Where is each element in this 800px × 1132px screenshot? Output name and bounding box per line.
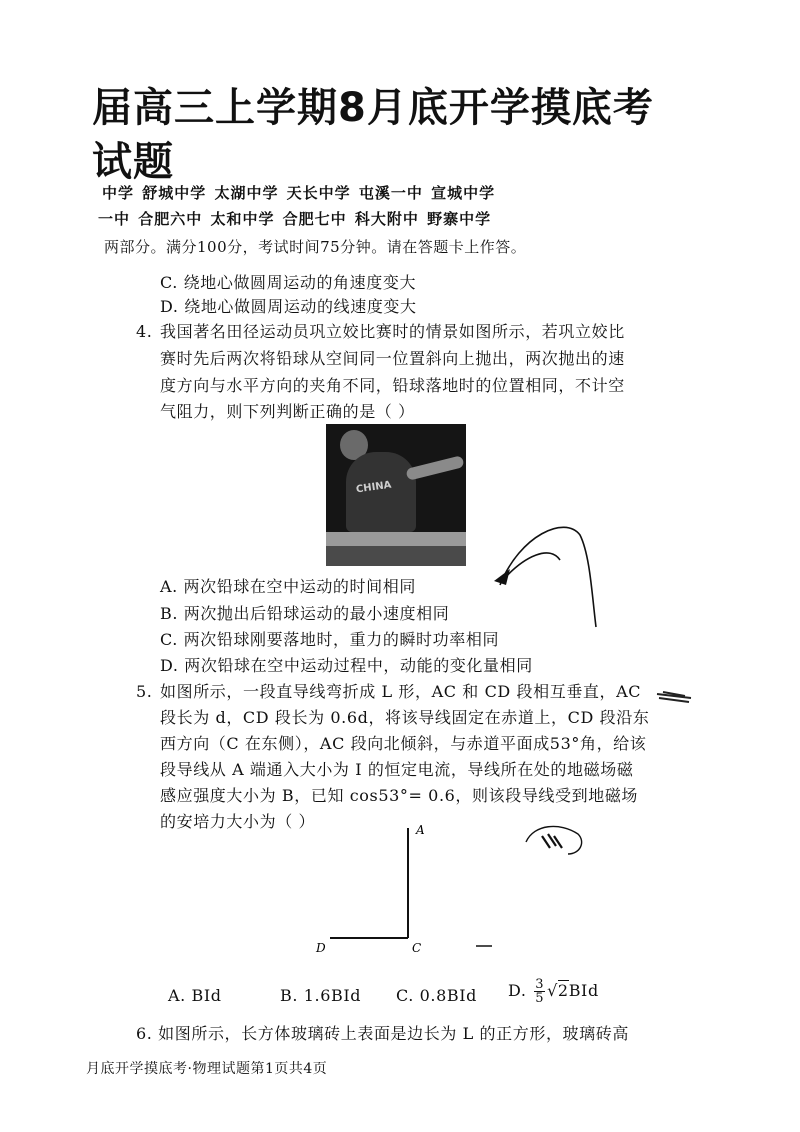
fraction-numerator: 3 — [535, 977, 545, 992]
q5-option-d — [508, 978, 599, 1005]
q4-option-d: D. 两次铅球在空中运动过程中，动能的变化量相同 — [160, 656, 533, 675]
q5-option-d-suffix: BId — [568, 981, 599, 1000]
exam-notice: 两部分。满分100分，考试时间75分钟。请在答题卡上作答。 — [104, 238, 527, 256]
l-wire-diagram — [300, 820, 500, 960]
q5-option-d-prefix: D. — [508, 981, 527, 1000]
sqrt-radicand: 2 — [557, 981, 569, 1000]
trajectory-curve-1 — [500, 527, 596, 627]
q3-option-c: C. 绕地心做圆周运动的角速度变大 — [160, 273, 417, 292]
q4-number: 4. — [136, 322, 153, 341]
q5-stem-line-2: 段长为 d，CD 段长为 0.6d，将该导线固定在赤道上，CD 段沿东 — [160, 708, 650, 727]
exam-title-line1: 届高三上学期8月底开学摸底考 — [92, 85, 654, 131]
schools-row-1: 中学 舒城中学 太湖中学 天长中学 屯溪一中 宣城中学 — [102, 184, 496, 202]
q5-number: 5. — [136, 682, 153, 701]
margin-mark — [655, 686, 695, 706]
q3-option-d: D. 绕地心做圆周运动的线速度变大 — [160, 297, 417, 316]
schools-row-2: 一中 合肥六中 太和中学 合肥七中 科大附中 野寨中学 — [98, 210, 492, 228]
trajectory-arrowhead — [494, 569, 510, 585]
q5-stem-line-5: 感应强度大小为 B，已知 cos53°= 0.6，则该段导线受到地磁场 — [160, 786, 639, 805]
fraction-denominator: 5 — [535, 991, 545, 1006]
q4-option-b: B. 两次抛出后铅球运动的最小速度相同 — [160, 604, 450, 623]
athlete-arm — [405, 455, 464, 481]
q4-stem-line-1: 我国著名田径运动员巩立姣比赛时的情景如图所示，若巩立姣比 — [160, 322, 625, 341]
shot-put-photo — [326, 424, 466, 566]
q6-stem-line-1: 6. 如图所示，长方体玻璃砖上表面是边长为 L 的正方形，玻璃砖高 — [136, 1024, 629, 1043]
q4-option-c: C. 两次铅球刚要落地时，重力的瞬时功率相同 — [160, 630, 500, 649]
q5-stem-line-3: 西方向（C 在东侧），AC 段向北倾斜，与赤道平面成53°角，给该 — [160, 734, 647, 753]
q4-stem-line-3: 度方向与水平方向的夹角不同，铅球落地时的位置相同，不计空 — [160, 376, 625, 395]
q5-stem-line-1: 如图所示，一段直导线弯折成 L 形，AC 和 CD 段相互垂直，AC — [160, 682, 642, 701]
hand-scribble — [520, 818, 590, 862]
q4-option-a: A. 两次铅球在空中运动的时间相同 — [160, 577, 416, 596]
q5-stem-line-4: 段导线从 A 端通入大小为 I 的恒定电流，导线所在处的地磁场磁 — [160, 760, 634, 779]
q5-option-d-fraction — [534, 978, 545, 1005]
exam-title-line2: 试题 — [92, 139, 174, 185]
label-point-d: D — [316, 941, 326, 955]
q4-stem-line-2: 赛时先后两次将铅球从空间同一位置斜向上抛出，两次抛出的速 — [160, 349, 625, 368]
photo-floor-dark — [326, 546, 466, 566]
q4-stem-line-4: 气阻力，则下列判断正确的是（ ） — [160, 402, 415, 421]
page-footer: 月底开学摸底考·物理试题第1页共4页 — [86, 1061, 328, 1077]
q5-option-b: B. 1.6BId — [280, 986, 362, 1005]
q5-option-c: C. 0.8BId — [396, 986, 478, 1005]
jersey-text: CHINA — [355, 479, 393, 496]
q5-option-a: A. BId — [168, 986, 222, 1005]
trajectory-sketch — [480, 515, 610, 635]
label-point-a: A — [416, 823, 425, 837]
q5-stem-line-6: 的安培力大小为（ ） — [160, 812, 316, 831]
label-point-c: C — [412, 941, 422, 955]
sqrt-expression: √2 — [547, 981, 569, 1000]
photo-floor-light — [326, 532, 466, 546]
trajectory-curve-2 — [502, 553, 560, 581]
